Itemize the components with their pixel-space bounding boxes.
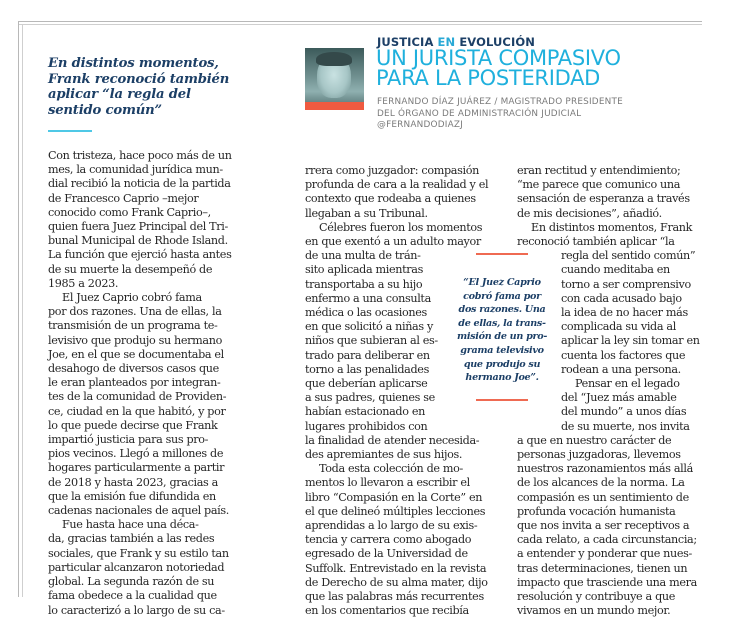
article-text-line: La función que ejerció hasta antes — [48, 248, 232, 262]
article-text-line: cadenas nacionales de aquel país. — [48, 504, 230, 518]
article-text-line: aprendidas a lo largo de su exis- — [305, 519, 478, 533]
article-text-line: que nos invita a ser receptivos a — [517, 519, 690, 533]
article-text-line: conocido como Frank Caprio–, — [48, 205, 211, 219]
article-text-line: levisivo que produjo su hermano — [48, 333, 222, 347]
article-text-line: a sus padres, quienes se — [305, 391, 435, 405]
frame-border-left — [18, 21, 19, 597]
pull-quote-top — [48, 56, 268, 118]
article-text-line: aplicar la ley sin tomar en — [561, 334, 700, 348]
author-hair — [316, 52, 352, 66]
article-text-line: resolución y contribuye a que — [517, 590, 676, 604]
article-text-line: pios vecinos. Llegó a millones de — [48, 447, 224, 461]
article-text-line: en los comentarios que recibía — [305, 604, 469, 618]
article-text-line: de mis decisiones”, añadió. — [517, 206, 662, 220]
article-text-line: mes, la comunidad jurídica mun- — [48, 163, 223, 177]
article-text-line: mentos lo llevaron a escribir el — [305, 476, 470, 490]
mid-quote-line: hermano Joe”. — [465, 372, 539, 384]
article-text-line: por dos razones. Una de ellas, la — [48, 305, 222, 319]
article-text-line: del mundo” a unos días — [561, 405, 687, 419]
article-text-line: impacto que trasciende una mera — [517, 575, 697, 589]
article-text-line: lugares prohibidos con — [305, 419, 428, 433]
article-text-line: la idea de no hacer más — [561, 306, 688, 320]
article-text-line: quien fuera Juez Principal del Tri- — [48, 220, 228, 234]
article-text-line: Fue hasta hace una déca- — [62, 518, 199, 532]
article-text-line: global. La segunda razón de su — [48, 575, 215, 589]
byline — [377, 97, 707, 132]
article-text-line: que las palabras más recurrentes — [305, 590, 484, 604]
article-headline — [376, 48, 706, 88]
article-text-line: dial recibió la noticia de la partida — [48, 177, 231, 191]
mid-quote-line: misión de un pro- — [456, 331, 548, 343]
frame-border-top — [18, 21, 702, 22]
mid-quote-line: cobró fama por — [463, 290, 541, 302]
article-text-line: sociales, que Frank y su estilo tan — [48, 546, 229, 560]
author-photo — [305, 48, 364, 110]
article-text-line: con cada acusado bajo — [561, 291, 682, 305]
mid-quote-line: de ellas, la trans- — [458, 317, 546, 329]
article-text-line: eran rectitud y entendimiento; — [517, 164, 681, 177]
article-text-line: reconoció también aplicar “la — [517, 235, 675, 249]
article-text-line: hogares particularmente a partir — [48, 461, 225, 475]
article-text-line: vivamos en un mundo mejor. — [517, 604, 671, 618]
article-text-line: de Derecho de su alma mater, dijo — [305, 575, 488, 589]
article-text-line: Toda esta colección de mo- — [319, 462, 463, 476]
kicker-en: EN — [437, 35, 456, 49]
article-text-line: egresado de la Universidad de — [305, 547, 468, 561]
frame-border-top-inner — [18, 24, 702, 25]
article-text-line: tes de la comunidad de Providen- — [48, 390, 227, 404]
article-text-line: complicada su vida al — [561, 320, 676, 334]
article-text-line: tras determinaciones, tienen un — [517, 561, 688, 575]
article-text-line: médica o las ocasiones — [305, 306, 427, 320]
article-text-line: lo que puede decirse que Frank — [48, 418, 218, 432]
article-text-line: de Francesco Caprio –mejor — [48, 191, 199, 205]
article-text-line: En distintos momentos, Frank — [531, 220, 693, 234]
article-text-line: torno a las penalidades — [305, 362, 429, 376]
article-text-line: le eran planteados por integran- — [48, 376, 221, 390]
article-text-line: libro “Compasión en la Corte” en — [305, 490, 483, 504]
article-text-line: que la emisión fue difundida en — [48, 489, 216, 503]
mid-quote-divider-bottom — [476, 399, 528, 401]
mid-quote-divider-top — [476, 253, 528, 255]
article-text-line: del “Juez más amable — [561, 391, 677, 405]
article-text-line: que deberían aplicarse — [305, 377, 428, 391]
article-text-line: de una multa de trán- — [305, 249, 421, 263]
article-text-line: da, gracias también a las redes — [48, 532, 215, 546]
article-text-line: sito aplicada mientras — [305, 263, 423, 277]
article-text-line: lo caracterizó a lo largo de su ca- — [48, 603, 225, 617]
kicker-evolucion: EVOLUCIÓN — [455, 35, 535, 49]
pull-quote-middle — [448, 276, 556, 385]
article-text-line: a entender y ponderar que nues- — [517, 547, 692, 561]
article-text-line: niños que subieran al es- — [305, 334, 438, 348]
article-text-line: transmisión de un programa te- — [48, 319, 218, 333]
article-text-line: “me parece que comunico una — [517, 178, 681, 192]
article-text-line: sensación de esperanza a través — [517, 192, 690, 206]
article-text-line: de los alcances de la norma. La — [517, 476, 685, 490]
kicker-justicia: JUSTICIA — [377, 35, 438, 49]
article-text-line: rodean a una persona. — [561, 362, 681, 376]
article-text-line: cada relato, a cada circunstancia; — [517, 533, 697, 547]
byline-organization: DEL ÓRGANO DE ADMINISTRACIÓN JUDICIAL — [377, 108, 582, 119]
article-text-line: contexto que rodeaba a quienes — [305, 192, 476, 206]
article-text-line: llegaban a su Tribunal. — [305, 206, 428, 220]
article-text-line: El Juez Caprio cobró fama — [62, 291, 202, 305]
article-text-line: enfermo a una consulta — [305, 291, 431, 305]
article-text-line: impartió justicia para sus pro- — [48, 433, 209, 447]
article-text-line: ce, ciudad en la que habitó, y por — [48, 404, 226, 418]
article-text-line: transportaba a su hijo — [305, 277, 423, 291]
article-text-line: particular alcanzaron notoriedad — [48, 560, 225, 574]
article-text-line: de 2018 y hasta 2023, gracias a — [48, 475, 218, 489]
article-text-line: Joe, en el que se documentaba el — [48, 347, 224, 361]
article-text-line: trado para deliberar en — [305, 348, 430, 362]
article-text-line: el que delineó múltiples lecciones — [305, 504, 486, 518]
article-text-line: fama obedece a la cualidad que — [48, 589, 217, 603]
article-text-line: en que exentó a un adulto mayor — [305, 235, 481, 249]
article-text-line: rrera como juzgador: compasión — [305, 164, 479, 177]
headline-line: UN JURISTA COMPASIVO — [376, 46, 621, 70]
article-text-line: Pensar en el legado — [575, 377, 680, 391]
article-text-line: personas juzgadoras, llevemos — [517, 448, 681, 462]
article-text-line: torno a ser comprensivo — [561, 277, 691, 291]
article-text-line: compasión es un sentimiento de — [517, 490, 689, 504]
article-text-line: bunal Municipal de Rhode Island. — [48, 234, 228, 248]
mid-quote-line: grama televisivo — [460, 344, 544, 356]
article-text-line: desahogo de diversos casos que — [48, 362, 219, 376]
article-text-line: cuando meditaba en — [561, 263, 670, 277]
pull-quote-line: sentido común” — [48, 102, 162, 118]
article-column-2 — [305, 164, 515, 619]
article-text-line: Con tristeza, hace poco más de un — [48, 149, 232, 162]
mid-quote-line: dos razones. Una — [458, 304, 546, 316]
article-text-line: cuenta los factores que — [561, 348, 686, 362]
pull-quote-line: aplicar “la regla del — [48, 87, 191, 102]
article-text-line: de su muerte, nos invita — [561, 419, 690, 433]
article-text-line: des apremiantes de sus hijos. — [305, 448, 463, 462]
article-text-line: profunda de cara a la realidad y el — [305, 178, 489, 192]
article-text-line: regla del sentido común” — [561, 249, 696, 263]
mid-quote-line: que produjo su — [463, 358, 541, 370]
pull-quote-divider — [48, 130, 92, 132]
article-text-line: Célebres fueron los momentos — [319, 220, 483, 234]
article-text-line: Suffolk. Entrevistado en la revista — [305, 561, 487, 575]
article-text-line: profunda vocación humanista — [517, 504, 676, 518]
pull-quote-line: Frank reconoció también — [48, 71, 230, 87]
article-text-line: en que solicitó a niñas y — [305, 320, 433, 334]
author-photo-accent-bar — [305, 102, 364, 110]
article-text-line: habían estacionado en — [305, 405, 425, 419]
article-column-3 — [517, 164, 732, 619]
article-text-line: a que en nuestro carácter de — [517, 433, 672, 447]
frame-border-left-inner — [22, 24, 23, 597]
article-text-line: de su muerte la desempeñó de — [48, 262, 213, 276]
byline-handle: @FERNANDODIAZJ — [377, 120, 463, 130]
headline-line: PARA LA POSTERIDAD — [376, 66, 601, 90]
byline-author-title: FERNANDO DÍAZ JUÁREZ / MAGISTRADO PRESIDENTE — [377, 97, 623, 107]
article-text-line: 1985 a 2023. — [48, 276, 119, 290]
article-text-line: tencia y carrera como abogado — [305, 533, 472, 547]
article-column-1 — [48, 149, 266, 618]
mid-quote-line: “El Juez Caprio — [463, 277, 541, 288]
pull-quote-line: En distintos momentos, — [48, 56, 219, 71]
article-text-line: la finalidad de atender necesida- — [305, 433, 480, 447]
article-text-line: nuestros razonamientos más allá — [517, 462, 693, 476]
